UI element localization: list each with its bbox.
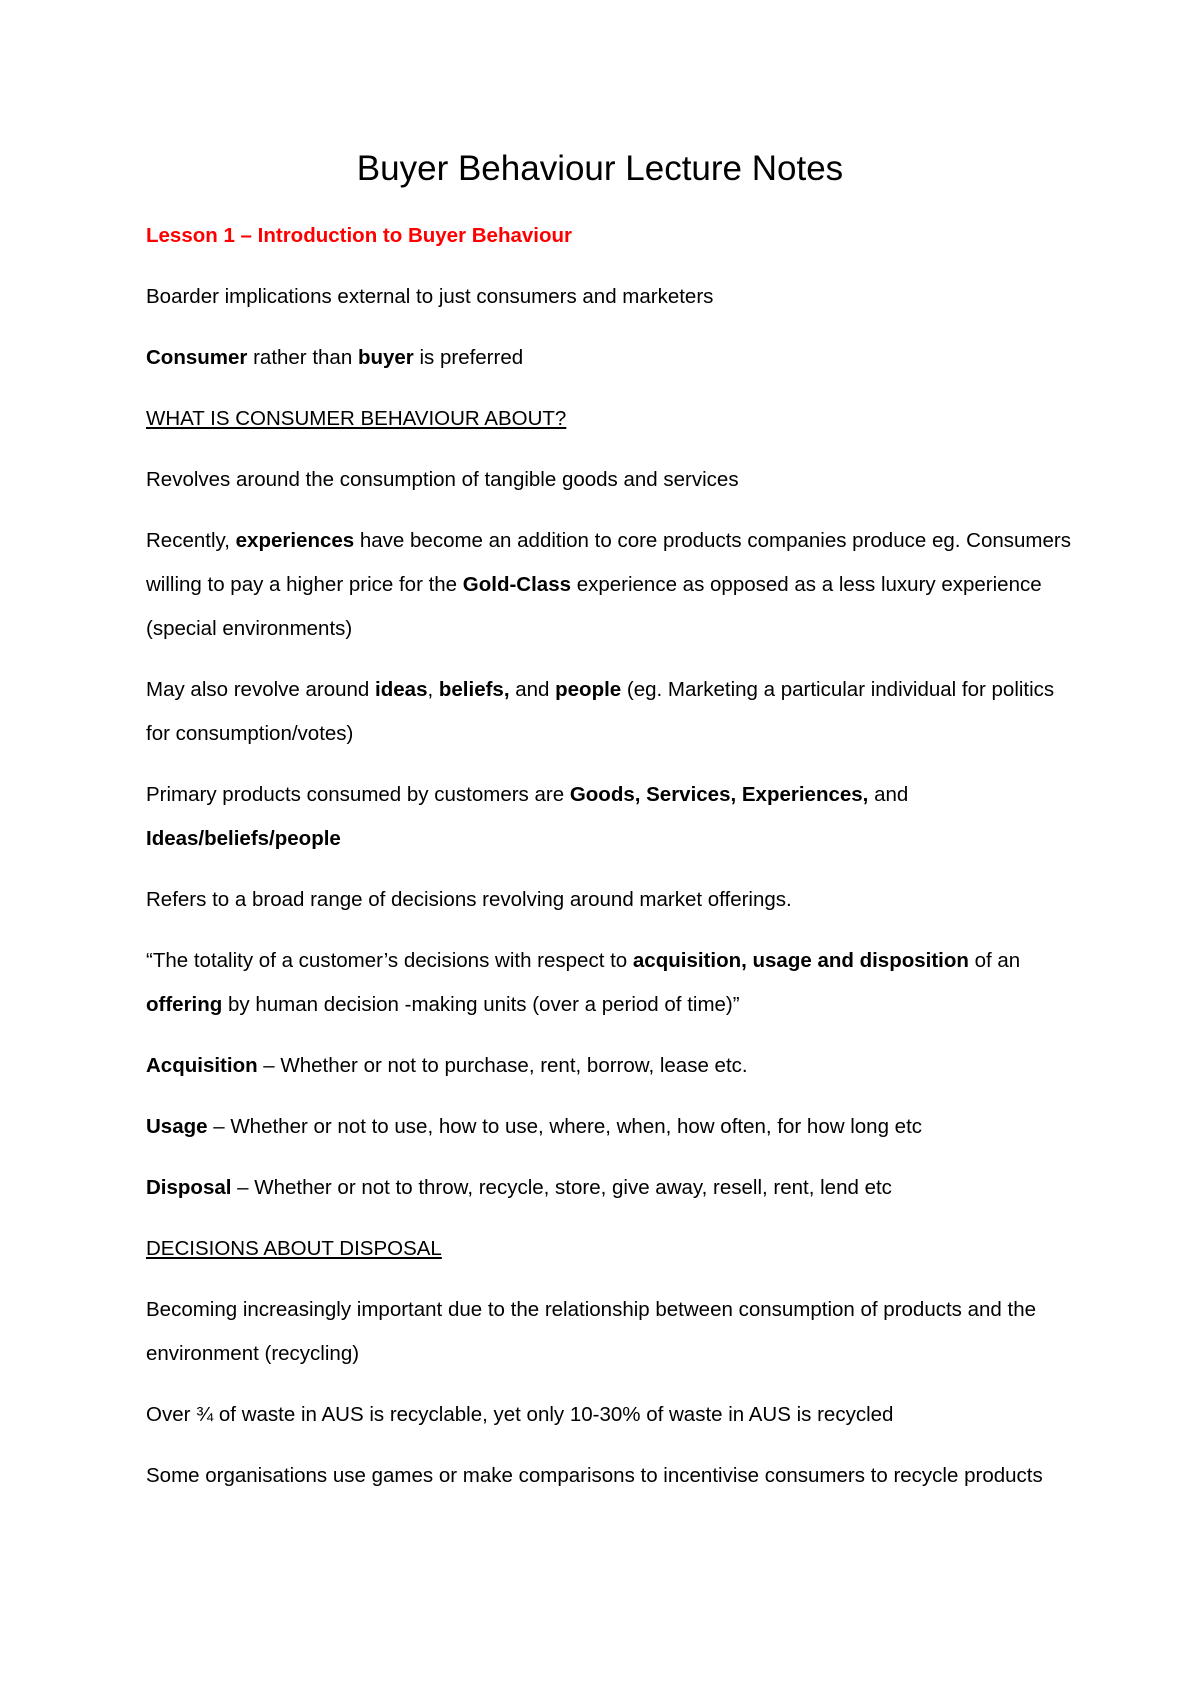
bold-term: Disposal	[146, 1176, 232, 1199]
text-run: – Whether or not to purchase, rent, borrow, lease etc.	[257, 1054, 748, 1077]
paragraph-usage	[146, 1105, 1076, 1149]
text-run: Primary products consumed by customers are	[146, 783, 570, 806]
paragraph-environment: Becoming increasingly important due to the relationship between consumption of products and the environment (recycling)	[146, 1298, 1037, 1365]
bold-term: Consumer	[146, 346, 248, 369]
paragraph-experiences	[146, 519, 1076, 651]
text-run: ,	[427, 678, 439, 701]
text-run: is preferred	[413, 346, 524, 369]
bold-term: experiences	[235, 529, 355, 552]
paragraph-ideas-beliefs-people	[146, 668, 1076, 756]
bold-term: beliefs,	[438, 678, 510, 701]
text-run: of an	[968, 949, 1021, 972]
paragraph-disposal	[146, 1166, 1076, 1210]
paragraph-primary-products	[146, 773, 1076, 861]
text-run: rather than	[247, 346, 358, 369]
section-heading-consumer-behaviour: WHAT IS CONSUMER BEHAVIOUR ABOUT?	[146, 407, 567, 430]
bold-term: acquisition, usage and disposition	[632, 949, 969, 972]
bold-term: Goods, Services, Experiences,	[569, 783, 869, 806]
bold-term: people	[555, 678, 622, 701]
document-title: Buyer Behaviour Lecture Notes	[356, 149, 844, 188]
bold-term: Acquisition	[146, 1054, 258, 1077]
text-run: and	[868, 783, 909, 806]
text-run: Recently,	[146, 529, 236, 552]
text-run: have become an addition to core products companies produce eg. Consumers willing to pay a higher price for the	[146, 529, 1071, 596]
bold-term: ideas	[375, 678, 428, 701]
text-run: May also revolve around	[146, 678, 376, 701]
text-run: “The totality of a customer’s decisions with respect to	[146, 949, 633, 972]
section-heading-disposal: DECISIONS ABOUT DISPOSAL	[146, 1237, 442, 1260]
bold-term: buyer	[357, 346, 414, 369]
text-run: (eg. Marketing a particular individual for politics for consumption/votes)	[146, 678, 1055, 745]
paragraph-boarder-implications: Boarder implications external to just consumers and marketers	[146, 285, 714, 308]
paragraph-acquisition	[146, 1044, 1076, 1088]
document-body	[146, 214, 1076, 1515]
bold-term: Gold-Class	[462, 573, 571, 596]
paragraph-waste-statistics: Over ¾ of waste in AUS is recyclable, yet only 10-30% of waste in AUS is recycled	[146, 1403, 894, 1426]
paragraph-definition-quote	[146, 939, 1076, 1027]
text-run: – Whether or not to throw, recycle, store, give away, resell, rent, lend etc	[231, 1176, 892, 1199]
paragraph-broad-range: Refers to a broad range of decisions revolving around market offerings.	[146, 888, 792, 911]
paragraph-games-incentives: Some organisations use games or make comparisons to incentivise consumers to recycle products	[146, 1464, 1043, 1487]
bold-term: Ideas/beliefs/people	[146, 827, 341, 850]
text-run: and	[509, 678, 556, 701]
lesson-heading: Lesson 1 – Introduction to Buyer Behaviour	[146, 224, 573, 247]
bold-term: Usage	[146, 1115, 208, 1138]
paragraph-consumer-preferred	[146, 336, 1076, 380]
paragraph-tangible-goods: Revolves around the consumption of tangible goods and services	[146, 468, 739, 491]
text-run: – Whether or not to use, how to use, where, when, how often, for how long etc	[207, 1115, 923, 1138]
text-run: by human decision -making units (over a period of time)”	[222, 993, 740, 1016]
bold-term: offering	[146, 993, 223, 1016]
text-run: experience as opposed as a less luxury experience (special environments)	[146, 573, 1042, 640]
